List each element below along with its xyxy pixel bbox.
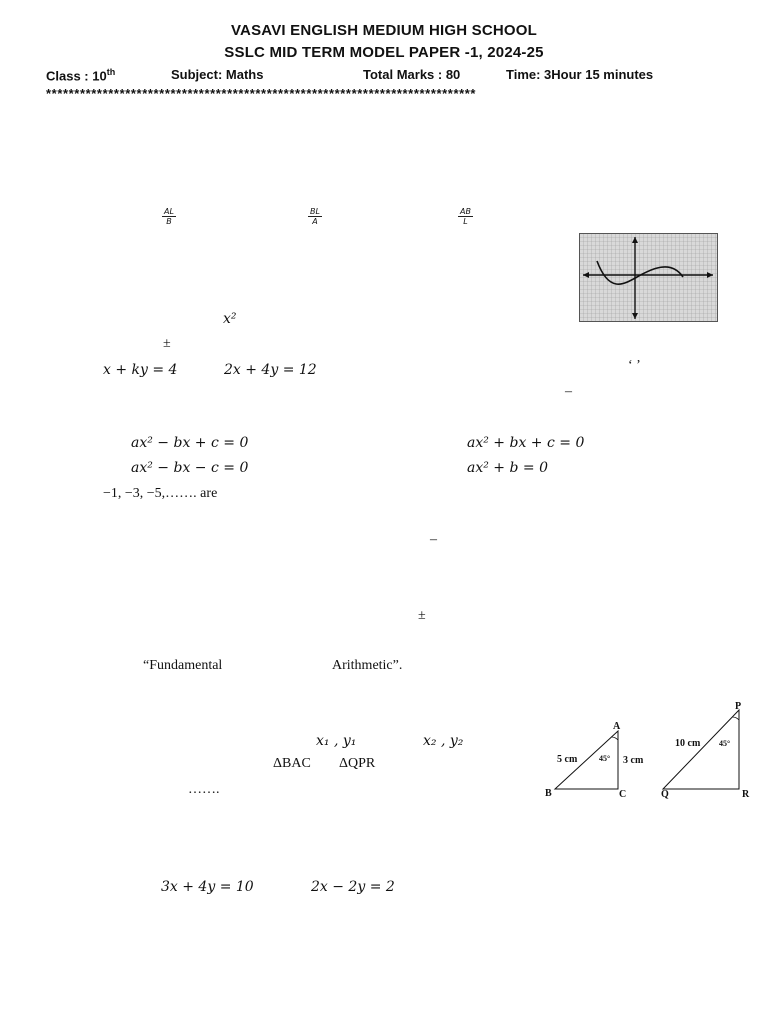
fraction-option-b: $\frac{BL}{A}$ xyxy=(310,207,320,226)
angle-a-value: 45° xyxy=(599,754,611,763)
ap-series-text: −1, −3, −5,……. are xyxy=(103,486,218,501)
header-divider: **************************************************************************** xyxy=(46,86,477,101)
option-a-equation: ax² − bx + c = 0 xyxy=(131,435,249,451)
quote-marks: ‘ ’ xyxy=(628,358,641,373)
equation-final-2: 2x − 2y = 2 xyxy=(311,879,395,895)
option-b-equation: ax² + bx + c = 0 xyxy=(467,435,585,451)
point-x1-y1: x₁ , y₁ xyxy=(316,733,357,749)
angle-p-value: 45° xyxy=(719,739,731,748)
subject-label: Subject: Maths xyxy=(171,67,264,82)
side-ab-length: 5 cm xyxy=(557,754,578,765)
class-label: Class : 10th xyxy=(46,67,116,84)
polynomial-graph-figure xyxy=(579,233,718,322)
dash-symbol: – xyxy=(565,384,572,399)
equation-1: x + ky = 4 xyxy=(103,362,178,378)
equation-final-1: 3x + 4y = 10 xyxy=(161,879,254,895)
plus-minus-symbol-2: ± xyxy=(418,608,426,623)
vertex-q-label: Q xyxy=(661,789,669,800)
exam-title: SSLC MID TERM MODEL PAPER -1, 2024-25 xyxy=(224,44,544,61)
school-name: VASAVI ENGLISH MEDIUM HIGH SCHOOL xyxy=(230,22,538,39)
time-label: Time: 3Hour 15 minutes xyxy=(506,67,654,82)
arithmetic-text: Arithmetic”. xyxy=(332,658,403,673)
vertex-a-label: A xyxy=(613,721,621,732)
side-qp-length: 10 cm xyxy=(675,738,701,749)
point-x2-y2: x₂ , y₂ xyxy=(423,733,464,749)
plus-minus-symbol: ± xyxy=(163,336,171,351)
vertex-b-label: B xyxy=(545,788,552,799)
vertex-r-label: R xyxy=(742,789,750,800)
fraction-option-a: $\frac{AL}{B}$ xyxy=(164,207,174,226)
option-c-equation: ax² − bx − c = 0 xyxy=(131,460,249,476)
equation-2: 2x + 4y = 12 xyxy=(224,362,317,378)
blank-dots: ……. xyxy=(188,782,220,797)
similar-triangles-figure xyxy=(543,700,763,800)
dash-symbol-2: – xyxy=(430,532,437,547)
triangle-qpr-label: ΔQPR xyxy=(339,756,376,771)
triangle-bac-label: ΔBAC xyxy=(273,756,311,771)
side-ac-length: 3 cm xyxy=(623,755,644,766)
x-squared-text: x² xyxy=(223,311,237,327)
option-d-equation: ax² + b = 0 xyxy=(467,460,548,476)
class-superscript: th xyxy=(106,67,116,77)
fraction-option-c: $\frac{AB}{L}$ xyxy=(460,207,471,226)
total-marks-label: Total Marks : 80 xyxy=(363,67,461,82)
vertex-c-label: C xyxy=(619,789,627,800)
fundamental-text: “Fundamental xyxy=(143,658,223,673)
vertex-p-label: P xyxy=(735,701,742,712)
